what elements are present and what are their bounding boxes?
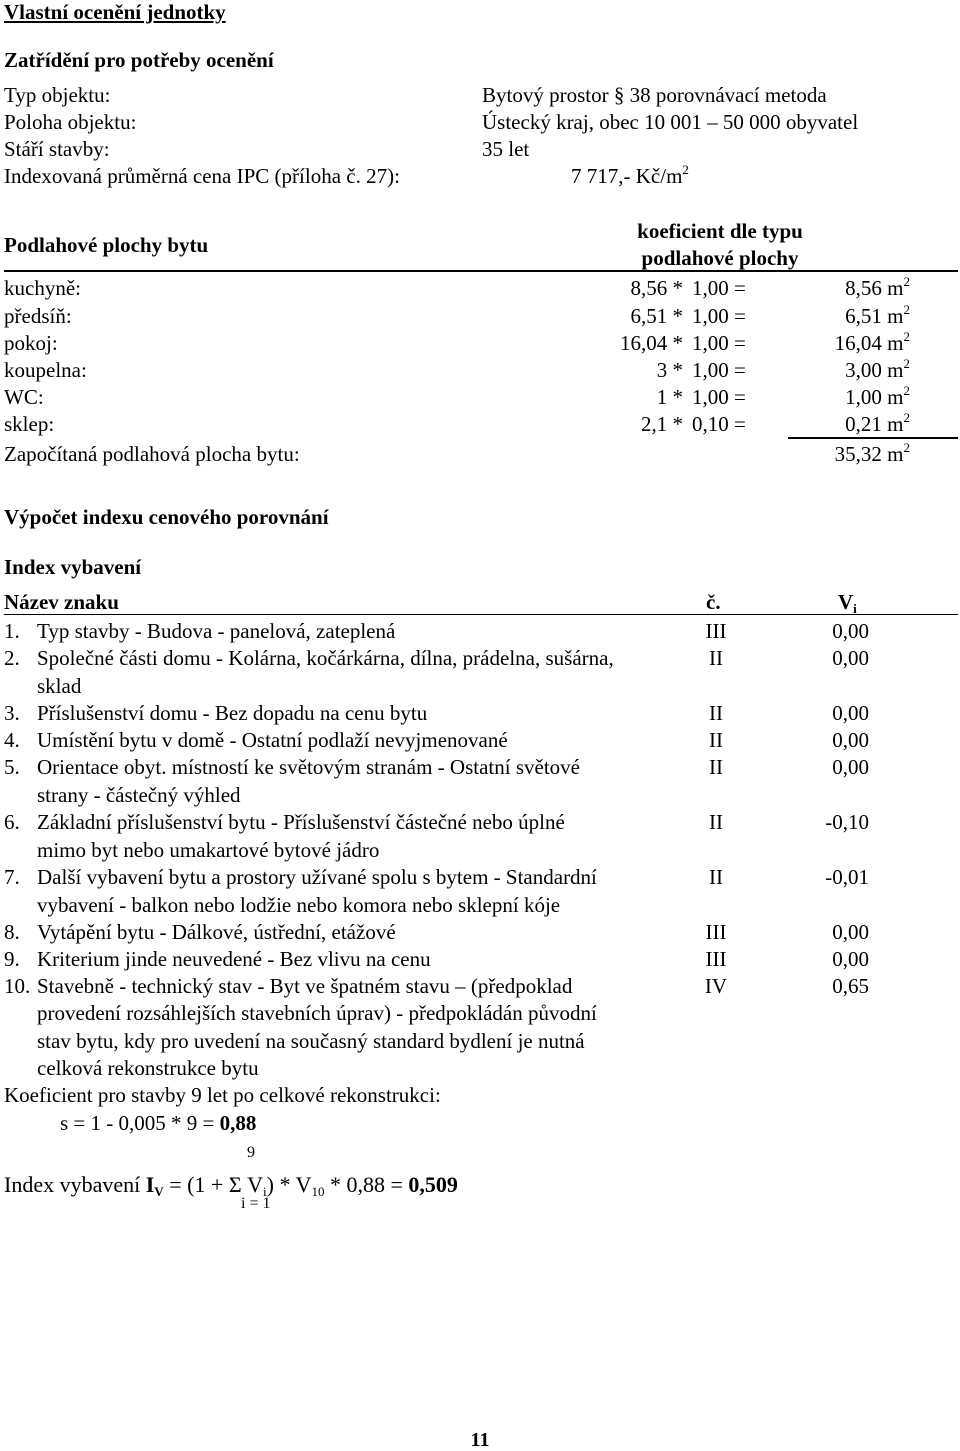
item-text: Kriterium jinde neuvedené - Bez vlivu na cenu xyxy=(37,947,431,971)
item-number: 7. xyxy=(4,865,20,889)
floor-row-result: 8,56 $m^2$ xyxy=(845,274,910,300)
floor-row-name: pokoj: xyxy=(4,331,58,355)
item-value: 0,00 xyxy=(832,947,869,971)
item-text: mimo byt nebo umakartové bytové jádro xyxy=(37,838,380,862)
sum-lower-bound: i = 1 xyxy=(241,1195,271,1212)
floor-row-coef: 1,00 = xyxy=(692,385,746,409)
floor-row-area: 3 * xyxy=(656,358,683,382)
floor-row-area: 8,56 * xyxy=(630,276,683,300)
index-section-title: Výpočet indexu cenového porovnání xyxy=(4,505,329,529)
page-number: 11 xyxy=(470,1429,490,1451)
item-number: 1. xyxy=(4,619,20,643)
item-text: Příslušenství domu - Bez dopadu na cenu bytu xyxy=(37,701,428,725)
item-text: Vytápění bytu - Dálkové, ústřední, etážové xyxy=(37,920,396,944)
item-text: Orientace obyt. místností ke světovým stranám - Ostatní světové xyxy=(37,755,580,779)
item-value: 0,00 xyxy=(832,755,869,779)
col-class-header: č. xyxy=(706,590,721,614)
item-class: III xyxy=(705,920,727,944)
item-text: Další vybavení bytu a prostory užívané spolu s bytem - Standardní xyxy=(37,865,597,889)
classification-title: Zatřídění pro potřeby ocenění xyxy=(4,48,274,72)
coef-header-line1: koeficient dle typu xyxy=(637,219,803,243)
floor-row-name: koupelna: xyxy=(4,358,87,382)
floor-row-result: 3,00 $m^2$ xyxy=(845,356,910,382)
floor-row-area: 16,04 * xyxy=(620,331,683,355)
floor-row-coef: 1,00 = xyxy=(692,304,746,328)
item-value: 0,00 xyxy=(832,619,869,643)
item-class: II xyxy=(709,755,723,779)
floor-row-result: 6,51 $m^2$ xyxy=(845,302,910,328)
age-label: Stáří stavby: xyxy=(4,137,110,161)
item-text: Typ stavby - Budova - panelová, zateplená xyxy=(37,619,396,643)
item-text: strany - částečný výhled xyxy=(37,783,241,807)
item-text: stav bytu, kdy pro uvedení na současný standard bydlení je nutná xyxy=(37,1029,585,1053)
index-header-rule xyxy=(4,614,958,615)
item-value: 0,00 xyxy=(832,920,869,944)
floor-total-value: 35,32 $m^2$ xyxy=(834,440,910,466)
location-value: Ústecký kraj, obec 10 001 – 50 000 obyvatel xyxy=(482,110,859,134)
item-class: II xyxy=(709,728,723,752)
item-class: III xyxy=(705,947,727,971)
index-subtitle: Index vybavení xyxy=(4,555,142,579)
floor-row-coef: 1,00 = xyxy=(692,276,746,300)
item-value: 0,00 xyxy=(832,646,869,670)
floor-row-coef: 1,00 = xyxy=(692,358,746,382)
item-number: 3. xyxy=(4,701,20,725)
item-number: 5. xyxy=(4,755,20,779)
item-text: provedení rozsáhlejších stavebních úprav) - předpokládán původní xyxy=(37,1001,597,1025)
item-number: 8. xyxy=(4,920,20,944)
item-class: II xyxy=(709,646,723,670)
floor-title: Podlahové plochy bytu xyxy=(4,233,209,257)
col-v-header: $V_i$ xyxy=(838,590,857,616)
item-class: II xyxy=(709,810,723,834)
floor-header-rule xyxy=(4,270,958,272)
index-formula: Index vybavení $I_V = (1 + \Sigma$ $V_i) * V_{10} * 0,88 = 0,509$ xyxy=(4,1172,458,1199)
sigma-symbol: Σ xyxy=(228,1172,242,1197)
item-text: Umístění bytu v domě - Ostatní podlaží nevyjmenované xyxy=(37,728,508,752)
coef-header-line2: podlahové plochy xyxy=(641,246,799,270)
item-value: 0,00 xyxy=(832,728,869,752)
floor-row-name: předsíň: xyxy=(4,304,72,328)
item-text: Základní příslušenství bytu - Příslušenství částečné nebo úplné xyxy=(37,810,565,834)
item-text: celková rekonstrukce bytu xyxy=(37,1056,259,1080)
item-number: 10. xyxy=(4,974,31,998)
item-text: Stavebně - technický stav - Byt ve špatném stavu – (předpoklad xyxy=(37,974,573,998)
floor-row-coef: 0,10 = xyxy=(692,412,746,436)
floor-row-area: 6,51 * xyxy=(630,304,683,328)
item-text: Společné části domu - Kolárna, kočárkárna, dílna, prádelna, sušárna, xyxy=(37,646,614,670)
ipc-value: 7 717,- $Kč/m^2$ xyxy=(571,162,689,188)
item-number: 4. xyxy=(4,728,20,752)
floor-row-result: 0,21 $m^2$ xyxy=(845,410,910,436)
ipc-label: Indexovaná průměrná cena IPC (příloha č. 27): xyxy=(4,164,400,188)
item-number: 9. xyxy=(4,947,20,971)
item-class: IV xyxy=(704,974,728,998)
age-value: 35 let xyxy=(482,137,530,161)
floor-row-area: 1 * xyxy=(656,385,683,409)
floor-row-name: sklep: xyxy=(4,412,55,436)
item-value: 0,65 xyxy=(832,974,869,998)
object-type-value: Bytový prostor § 38 porovnávací metoda xyxy=(482,83,827,107)
item-value: -0,10 xyxy=(825,810,869,834)
object-type-label: Typ objektu: xyxy=(4,83,111,107)
item-value: -0,01 xyxy=(825,865,869,889)
item-number: 2. xyxy=(4,646,20,670)
sum-upper-bound: 9 xyxy=(247,1144,255,1161)
floor-total-label: Započítaná podlahová plocha bytu: xyxy=(4,442,300,466)
floor-row-name: WC: xyxy=(4,385,44,409)
floor-row-name: kuchyně: xyxy=(4,276,81,300)
item-number: 6. xyxy=(4,810,20,834)
item-class: III xyxy=(705,619,727,643)
floor-row-result: 1,00 $m^2$ xyxy=(845,383,910,409)
floor-row-area: 2,1 * xyxy=(641,412,683,436)
item-value: 0,00 xyxy=(832,701,869,725)
item-class: II xyxy=(709,865,723,889)
item-text: vybavení - balkon nebo lodžie nebo komora nebo sklepní kóje xyxy=(37,893,561,917)
col-name-header: Název znaku xyxy=(4,590,119,614)
item-text: sklad xyxy=(37,674,82,698)
item-class: II xyxy=(709,701,723,725)
floor-row-coef: 1,00 = xyxy=(692,331,746,355)
coefficient-formula: s = 1 - 0,005 * 9 = 0,88 xyxy=(60,1111,257,1135)
total-rule xyxy=(788,437,958,439)
floor-row-result: 16,04 $m^2$ xyxy=(834,329,910,355)
location-label: Poloha objektu: xyxy=(4,110,137,134)
coefficient-label: Koeficient pro stavby 9 let po celkové rekonstrukci: xyxy=(4,1083,441,1107)
page-heading: Vlastní ocenění jednotky xyxy=(4,0,226,24)
